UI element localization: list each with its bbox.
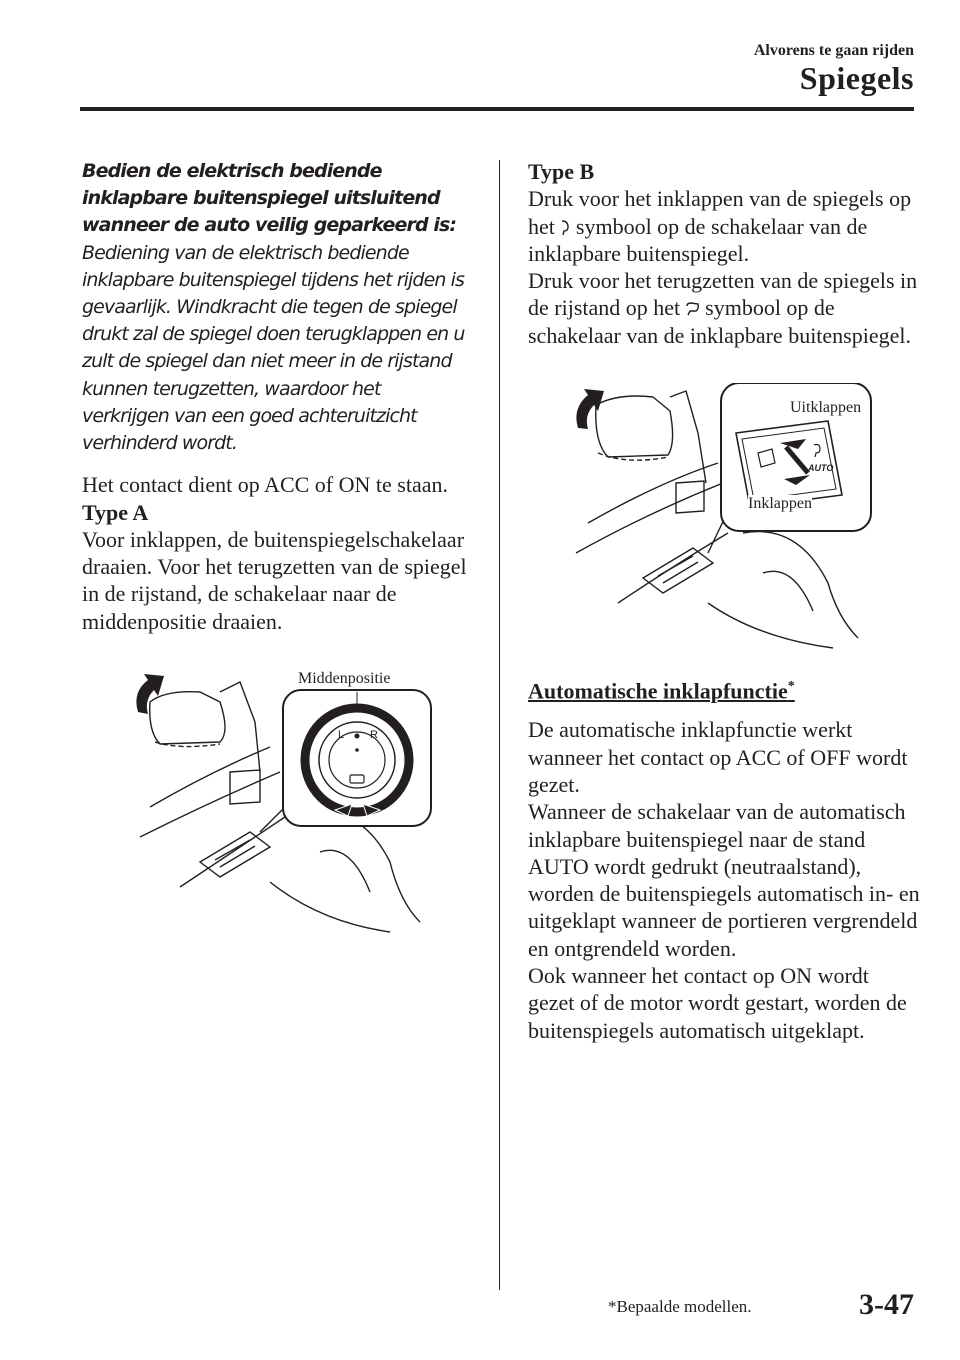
knob-label-r: R <box>370 729 378 741</box>
contact-text: Het contact dient op ACC of ON te staan. <box>82 472 448 498</box>
right-column <box>528 158 920 349</box>
warning-body: Bediening van de elektrisch bediende inklapbare buitenspiegel tijdens het rijden is gevaarlijk. Windkracht die tegen de spiegel drukt zal de spiegel doen terugklappen en u zult de spiegel dan niet meer in de rijstand kunnen terugzetten, waardoor het verkrijgen van een goed achteruitzicht verhinderd wordt. <box>82 241 465 455</box>
auto-paragraph-3: Ook wanneer het contact op ON wordt gezet of de motor wordt gestart, worden de buitenspiegels automatisch uitgeklapt. <box>528 963 907 1043</box>
figure-type-b <box>558 383 878 658</box>
figure-label-middenpositie: Middenpositie <box>298 670 391 687</box>
auto-switch-label: AUTO <box>808 463 834 473</box>
warning-title: Bedien de elektrisch bediende inklapbare buitenspiegel uitsluitend wanneer de auto veilig geparkeerd is: <box>82 160 457 237</box>
column-divider <box>499 160 500 1290</box>
chapter-title: Alvorens te gaan rijden <box>753 42 914 59</box>
page-number: 3-47 <box>859 1288 914 1321</box>
type-b-heading: Type B <box>528 159 595 184</box>
section-title: Spiegels <box>799 60 914 96</box>
footnote: *Bepaalde modellen. <box>608 1297 752 1316</box>
footnote-marker: * <box>787 679 795 694</box>
type-b-paragraph-2: Druk voor het terugzetten van de spiegels in de rijstand op het symbool op de schakelaar van de inklapbare buitenspiegel. <box>528 268 918 348</box>
auto-section-heading: Automatische inklapfunctie* <box>528 678 795 704</box>
figure-label-inklappen: Inklappen <box>748 495 812 512</box>
auto-paragraph-1: De automatische inklapfunctie werkt wanneer het contact op ACC of OFF wordt gezet. <box>528 717 908 797</box>
left-column <box>82 158 472 635</box>
mirror-unfold-icon <box>686 301 700 317</box>
mirror-fold-icon <box>560 220 570 236</box>
auto-section <box>528 672 920 1044</box>
figure-label-uitklappen: Uitklappen <box>790 399 862 416</box>
knob-label-l: L <box>338 729 345 741</box>
auto-paragraph-2: Wanneer de schakelaar van de automatisch inklapbare buitenspiegel naar de stand AUTO wordt gedrukt (neutraalstand), worden de buitenspiegels automatisch in- en uitgeklapt wanneer de portieren vergrendeld en ontgrendeld worden. <box>528 799 920 961</box>
type-a-text: Voor inklappen, de buitenspiegelschakelaar draaien. Voor het terugzetten van de spiegel in de rijstand, de schakelaar naar de middenpositie draaien. <box>82 526 467 634</box>
door-switch-illustration-b <box>558 383 878 658</box>
type-b-paragraph-1: Druk voor het inklappen van de spiegels op het symbool op de schakelaar van de inklapbare buitenspiegel. <box>528 186 912 266</box>
header-rule <box>80 107 914 111</box>
type-a-heading: Type A <box>82 499 149 525</box>
door-switch-illustration <box>120 662 440 940</box>
figure-type-a <box>120 662 440 940</box>
